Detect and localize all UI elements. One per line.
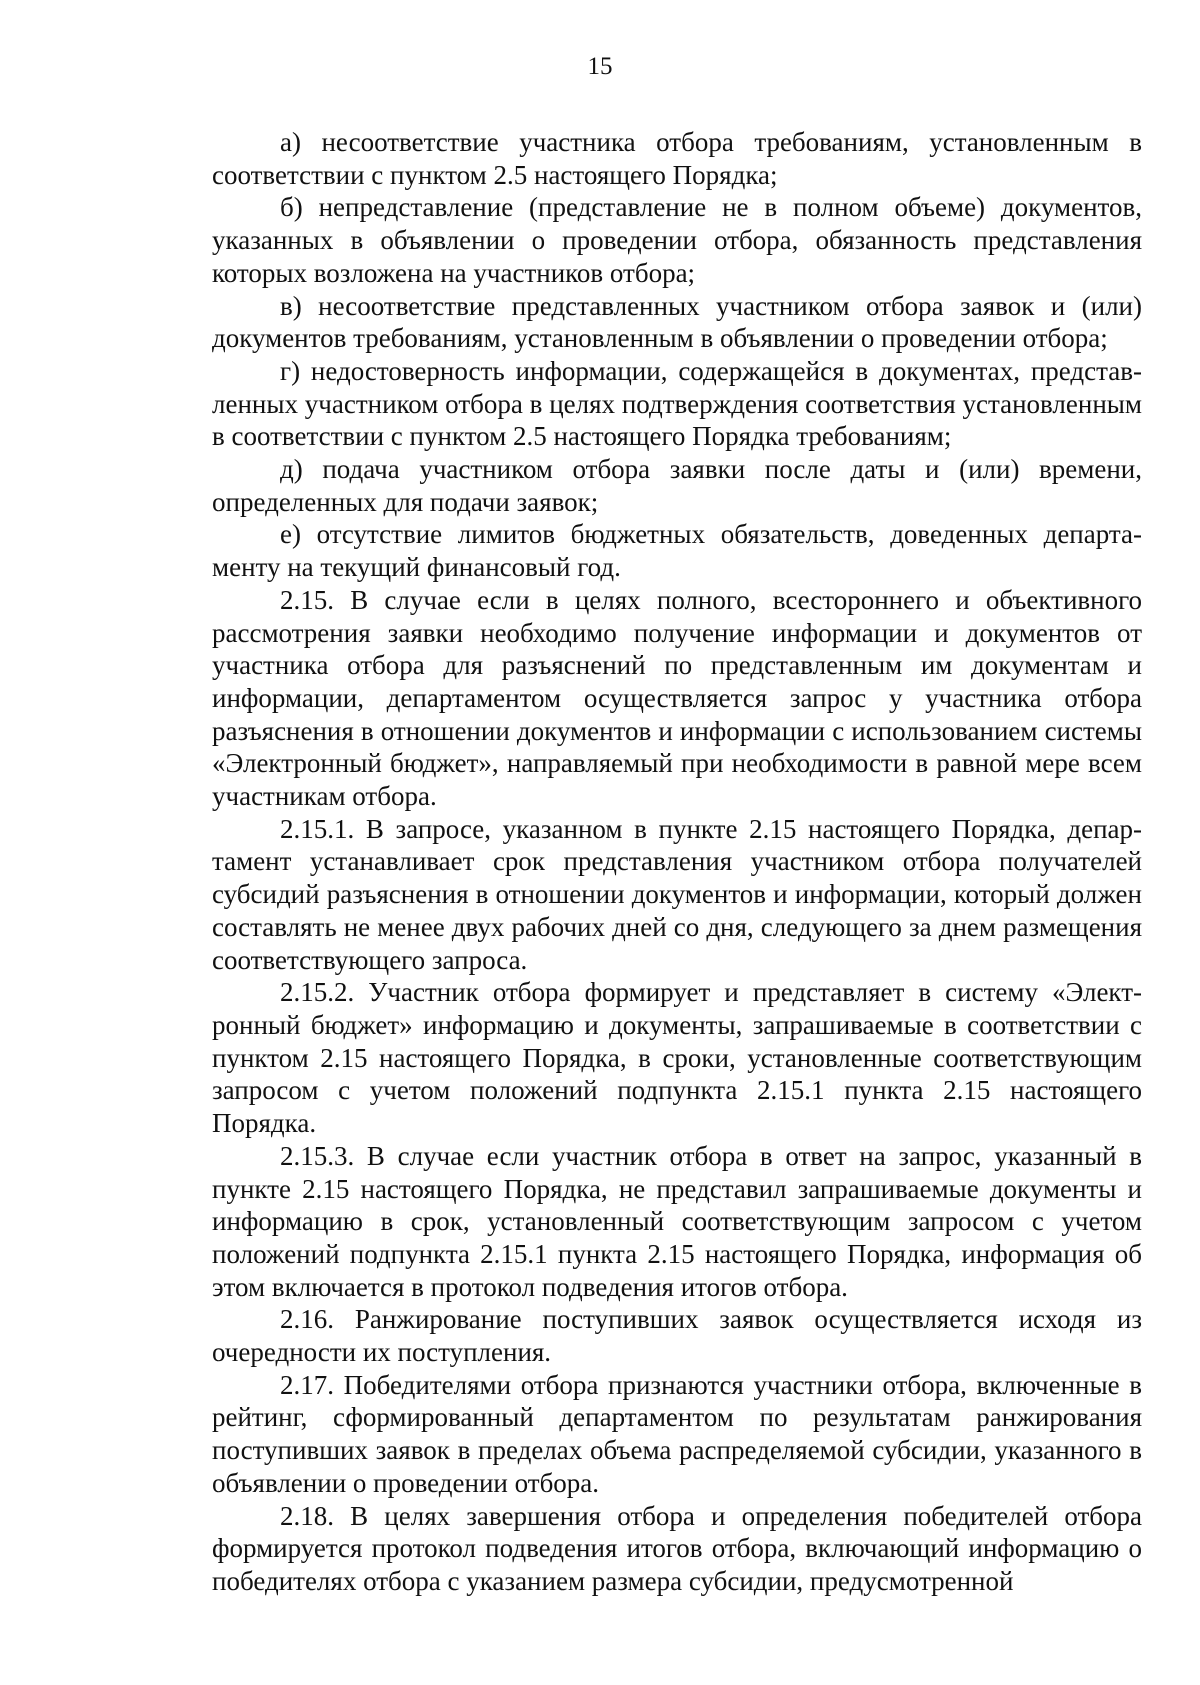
list-item-v: в) несоответствие представленных участником отбора заявок и (или) документов требованиям, установленным в объявлении о проведении отбора;	[212, 290, 1142, 354]
list-item-d: д) подача участником отбора заявки после даты и (или) времени, определенных для подачи заявок;	[212, 454, 1142, 517]
clause-2-17: 2.17. Победителями отбора признаются участники отбора, включенные в рейтинг, сформированный департаментом по результатам ранжирования поступивших заявок в пределах объема распределяемой субсидии, указанного в объявлении о проведении отбора.	[212, 1369, 1142, 1498]
list-item-e: е) отсутствие лимитов бюджетных обязательств, доведенных департаменту на текущий финансовый год.	[212, 519, 1142, 583]
clause-2-18: 2.18. В целях завершения отбора и определения победителей отбора формируется протокол подведения итогов отбора, включающий информацию о победителях отбора с указанием размера субсидии, предусмотренной	[212, 1500, 1142, 1596]
list-item-a: а) несоответствие участника отбора требованиям, установленным в соответствии с пунктом 2.5 настоящего Порядка;	[212, 127, 1142, 190]
clause-2-15-1: 2.15.1. В запросе, указанном в пункте 2.15 настоящего Порядка, департамент устанавливает срок представления участником отбора получателей субсидий разъяснения в отношении документов и информации, который должен составлять не менее двух рабочих дней со дня, следующего за днем размещения соответствующего запроса.	[212, 813, 1142, 975]
document-body	[212, 126, 1142, 1598]
list-item-b: б) непредставление (представление не в полном объеме) документов, указанных в объявлении о проведении отбора, обязанность представления которых возложена на участников отбора;	[212, 192, 1142, 288]
page-number: 15	[587, 53, 613, 80]
clause-2-16: 2.16. Ранжирование поступивших заявок осуществляется исходя из очередности их поступления.	[212, 1304, 1142, 1368]
list-item-g: г) недостоверность информации, содержащейся в документах, представленных участником отбора в целях подтверждения соответствия установленным в соответствии с пунктом 2.5 настоящего Порядка требованиям;	[212, 355, 1142, 452]
clause-2-15: 2.15. В случае если в целях полного, всестороннего и объективного рассмотрения заявки необходимо получение информации и документов от участника отбора для разъяснений по представленным им документам и информации, департаментом осуществляется запрос у участника отбора разъяснения в отношении документов и информации с использованием системы «Электронный бюджет», направляемый при необходимости в равной мере всем участникам отбора.	[212, 584, 1142, 812]
clause-2-15-2: 2.15.2. Участник отбора формирует и представляет в систему «Электронный бюджет» информацию и документы, запрашиваемые в соответствии с пунктом 2.15 настоящего Порядка, в сроки, установленные соответствующим запросом с учетом положений подпункта 2.15.1 пункта 2.15 настоящего Порядка.	[212, 977, 1142, 1139]
clause-2-15-3: 2.15.3. В случае если участник отбора в ответ на запрос, указанный в пункте 2.15 настоящего Порядка, не представил запрашиваемые документы и информацию в срок, установленный соответствующим запросом с учетом положений подпункта 2.15.1 пункта 2.15 настоящего Порядка, информация об этом включается в протокол подведения итогов отбора.	[212, 1140, 1142, 1302]
